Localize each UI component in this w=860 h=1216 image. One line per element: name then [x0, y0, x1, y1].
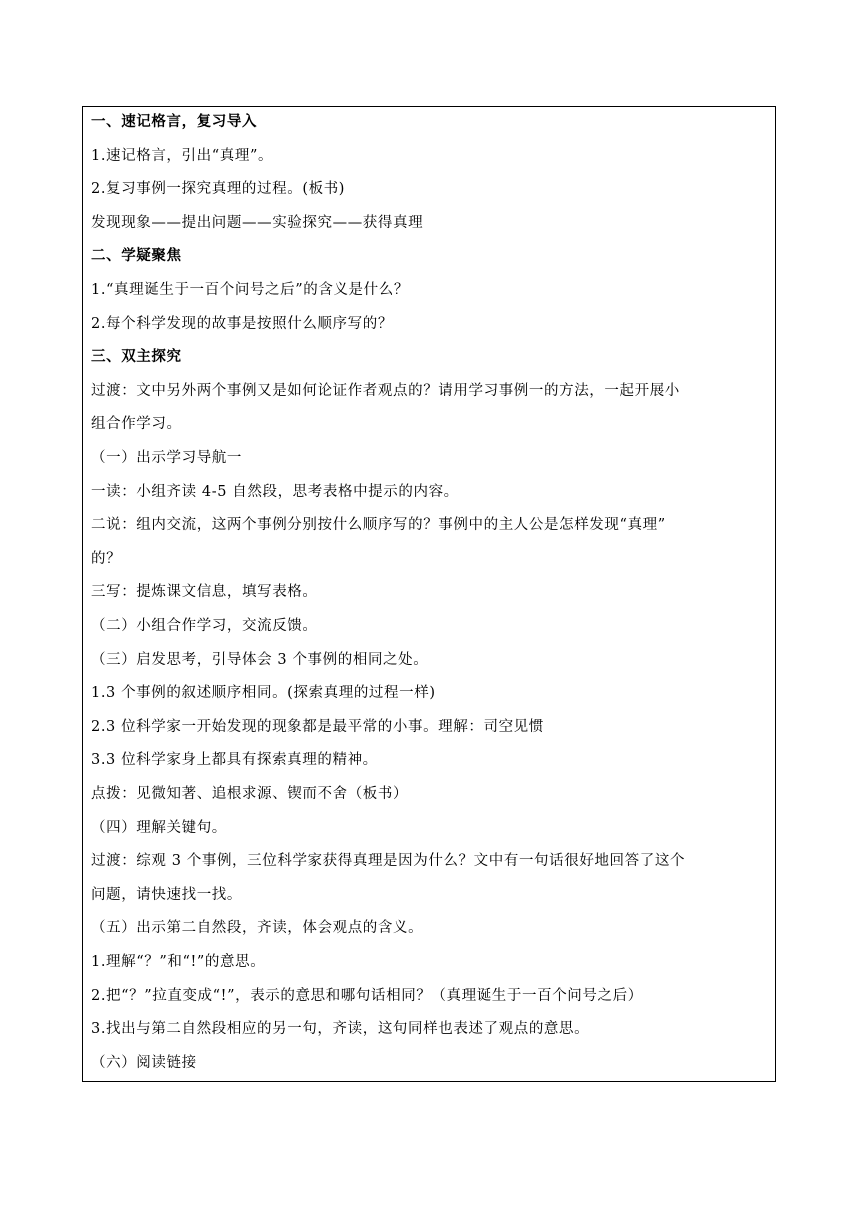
text-line: （四）理解关键句。	[91, 819, 227, 836]
text-line: 的？	[91, 550, 122, 567]
text-line: 三写：提炼课文信息，填写表格。	[91, 584, 318, 601]
section-heading: 一、速记格言，复习导入	[91, 114, 258, 130]
text-line: 1.理解“？”和“!”的意思。	[91, 954, 266, 970]
text-line: 3.3 位科学家身上都具有探索真理的精神。	[91, 752, 378, 769]
text-line: （五）出示第二自然段，齐读，体会观点的含义。	[91, 920, 424, 937]
text-line: 2.3 位科学家一开始发现的现象都是最平常的小事。理解：司空见惯	[91, 718, 544, 735]
text-line: （一）出示学习导航一	[91, 450, 242, 466]
text-line: 2.把“？”拉直变成“!”，表示的意思和哪句话相同？（真理诞生于一百个问号之后）	[91, 987, 643, 1004]
text-line: 过渡：文中另外两个事例又是如何论证作者观点的？请用学习事例一的方法，一起开展小	[91, 382, 680, 399]
section-heading: 二、学疑聚焦	[91, 248, 182, 265]
text-line: （三）启发思考，引导体会 3 个事例的相同之处。	[91, 651, 429, 668]
section-heading: 三、双主探究	[91, 349, 182, 366]
text-line: 1.3 个事例的叙述顺序相同。(探索真理的过程一样)	[91, 685, 436, 702]
text-line: 1.速记格言，引出“真理”。	[91, 147, 274, 164]
text-line: 2.复习事例一探究真理的过程。(板书)	[91, 181, 346, 198]
text-line: 2.每个科学发现的故事是按照什么顺序写的？	[91, 315, 393, 332]
text-line: 过渡：综观 3 个事例，三位科学家获得真理是因为什么？文中有一句话很好地回答了这个	[91, 853, 686, 870]
text-line: 组合作学习。	[91, 416, 182, 433]
text-line: （二）小组合作学习，交流反馈。	[91, 618, 318, 634]
text-line: 一读：小组齐读 4-5 自然段，思考表格中提示的内容。	[91, 483, 459, 500]
text-line: 点拨：见微知著、追根求源、锲而不舍（板书）	[91, 786, 409, 802]
text-line: 二说：组内交流，这两个事例分别按什么顺序写的？事例中的主人公是怎样发现“真理”	[91, 517, 666, 534]
text-line: 1.“真理诞生于一百个问号之后”的含义是什么？	[91, 282, 409, 298]
text-line: 问题，请快速找一找。	[91, 886, 242, 903]
text-line: 发现现象——提出问题——实验探究——获得真理	[91, 214, 424, 231]
text-line: 3.找出与第二自然段相应的另一句，齐读，这句同样也表述了观点的意思。	[91, 1021, 590, 1038]
text-line: （六）阅读链接	[91, 1054, 197, 1071]
